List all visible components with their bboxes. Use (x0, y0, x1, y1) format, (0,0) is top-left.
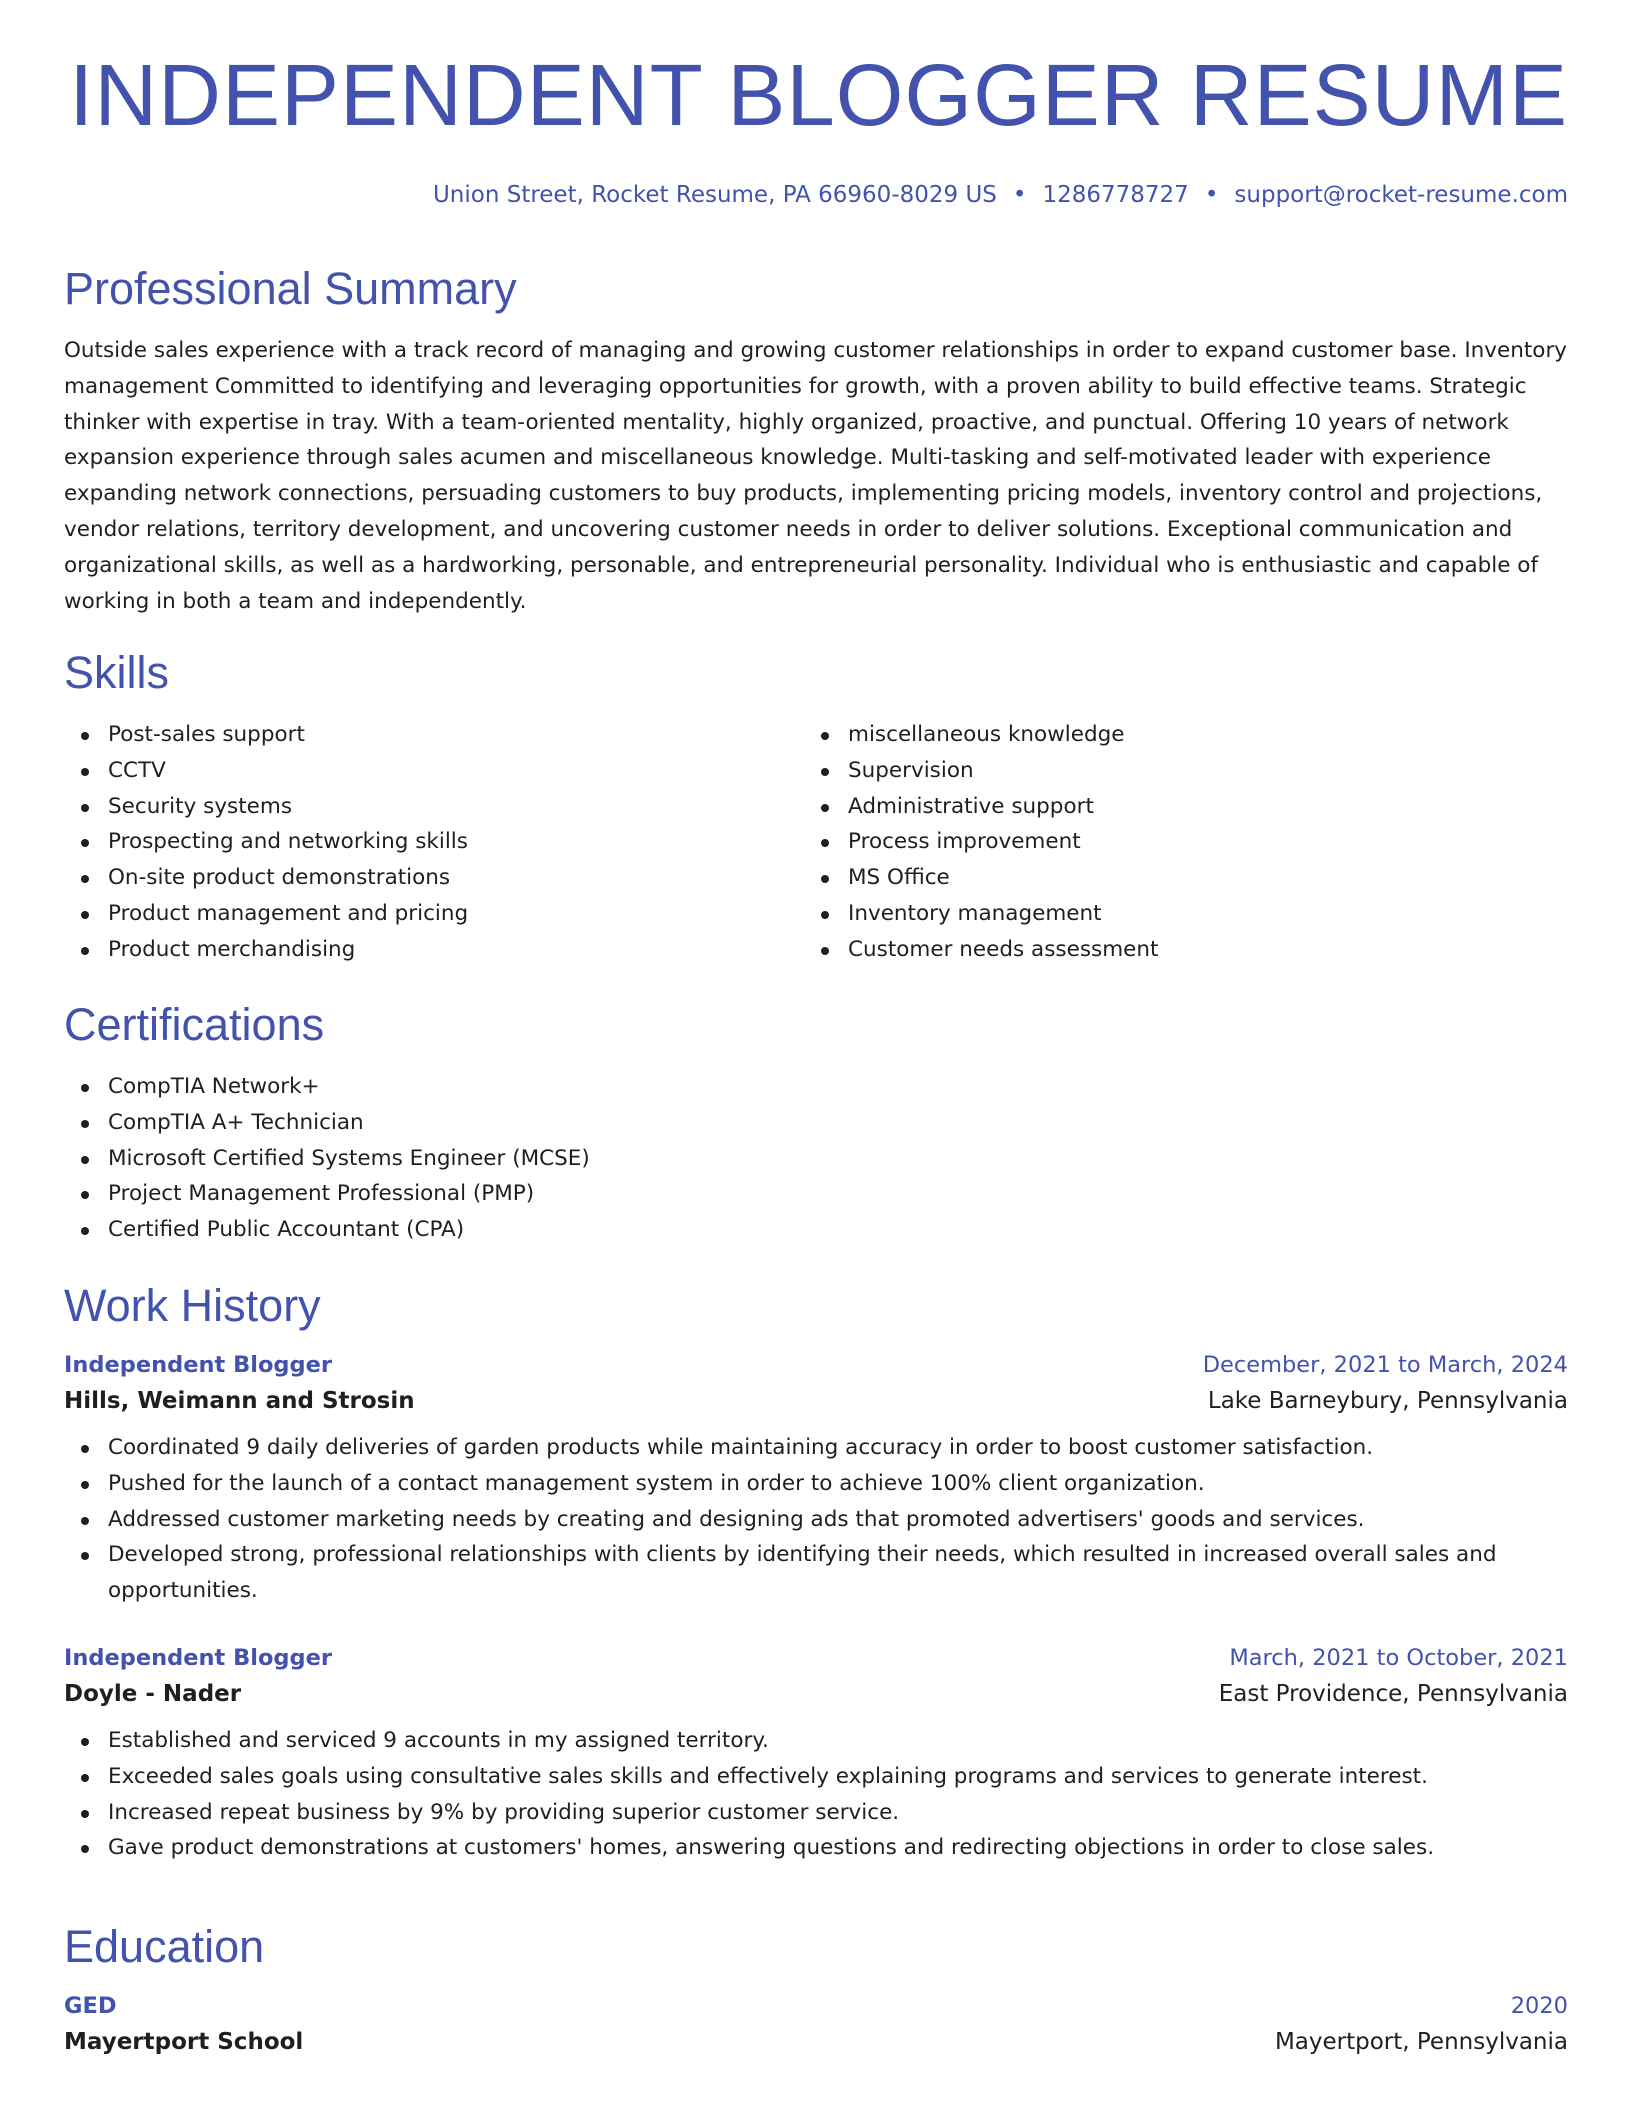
job-bullet: Addressed customer marketing needs by creating and designing ads that promoted advertisers' goods and services. (64, 1502, 1568, 1538)
job-bullet: Exceeded sales goals using consultative sales skills and effectively explaining programs and services to generate interest. (64, 1759, 1568, 1795)
work-history-section (64, 1280, 1568, 1866)
education-year: 2020 (1510, 1993, 1568, 2019)
job-bullet: Pushed for the launch of a contact management system in order to achieve 100% client organization. (64, 1466, 1568, 1502)
education-section (64, 1921, 1568, 2055)
skill-item: miscellaneous knowledge (804, 717, 1544, 753)
skill-item: Product merchandising (64, 932, 804, 968)
job-subheader (64, 1681, 1568, 1707)
job-bullet: Gave product demonstrations at customers' homes, answering questions and redirecting objections in order to close sales. (64, 1830, 1568, 1866)
education-location: Mayertport, Pennsylvania (1274, 2029, 1568, 2055)
summary-text: Outside sales experience with a track record of managing and growing customer relationships in order to expand customer base. Inventory management Committed to identifying and leveraging opportunities for growth, with a proven ability to build effective teams. Strategic thinker with expertise in tray. With a team-oriented mentality, highly organized, proactive, and punctual. Offering 10 years of network expansion experience through sales acumen and miscellaneous knowledge. Multi-tasking and self-motivated leader with experience expanding network connections, persuading customers to buy products, implementing pricing models, inventory control and projections, vendor relations, territory development, and uncovering customer needs in order to deliver solutions. Exceptional communication and organizational skills, as well as a hardworking, personable, and entrepreneurial personality. Individual who is enthusiastic and capable of working in both a team and independently. (64, 338, 1568, 614)
certification-item: CompTIA A+ Technician (64, 1105, 1568, 1141)
skill-item: Prospecting and networking skills (64, 824, 804, 860)
skills-list-left (64, 717, 804, 968)
skills-columns (64, 717, 1568, 968)
skills-section (64, 647, 1568, 968)
job-dates: March, 2021 to October, 2021 (1229, 1644, 1568, 1671)
skill-item: MS Office (804, 860, 1544, 896)
skill-item: Security systems (64, 789, 804, 825)
contact-address: Union Street, Rocket Resume, PA 66960-8029 US (432, 182, 997, 208)
job-bullet: Established and serviced 9 accounts in my assigned territory. (64, 1723, 1568, 1759)
section-title-summary: Professional Summary (64, 263, 517, 314)
skill-item: Post-sales support (64, 717, 804, 753)
job-subheader (64, 1388, 1568, 1414)
job-header (64, 1645, 1568, 1671)
certifications-list (64, 1069, 1568, 1248)
certifications-section (64, 999, 1568, 1248)
skill-item: Inventory management (804, 896, 1544, 932)
job-title: Independent Blogger (64, 1352, 333, 1378)
skill-item: Customer needs assessment (804, 932, 1544, 968)
education-subheader (64, 2029, 1568, 2055)
contact-line (433, 182, 1568, 208)
skills-list-right (804, 717, 1544, 968)
skill-item: Administrative support (804, 789, 1544, 825)
skill-item: Product management and pricing (64, 896, 804, 932)
job-entry (64, 1645, 1568, 1866)
contact-email: support@rocket-resume.com (1234, 182, 1568, 208)
certification-item: Microsoft Certified Systems Engineer (MCSE) (64, 1141, 1568, 1177)
education-degree: GED (64, 1993, 117, 2019)
skill-item: On-site product demonstrations (64, 860, 804, 896)
section-title-education: Education (64, 1921, 265, 1972)
section-title-work-history: Work History (64, 1280, 321, 1331)
job-dates: December, 2021 to March, 2024 (1202, 1352, 1568, 1378)
contact-phone: 1286778727 (1042, 182, 1189, 208)
education-header (64, 1993, 1568, 2019)
certification-item: Certified Public Accountant (CPA) (64, 1212, 1568, 1248)
job-header (64, 1352, 1568, 1378)
contact-separator: • (1204, 182, 1219, 208)
job-bullet: Developed strong, professional relationships with clients by identifying their needs, which resulted in increased overall sales and opportunities. (64, 1537, 1568, 1609)
skill-item: CCTV (64, 753, 804, 789)
certification-item: CompTIA Network+ (64, 1069, 1568, 1105)
job-bullets (64, 1430, 1568, 1609)
job-location: Lake Barneybury, Pennsylvania (1207, 1388, 1568, 1414)
job-company: Doyle - Nader (64, 1680, 242, 1707)
job-location: East Providence, Pennsylvania (1218, 1680, 1568, 1707)
job-entry (64, 1352, 1568, 1609)
job-title: Independent Blogger (64, 1644, 333, 1671)
job-bullet: Coordinated 9 daily deliveries of garden products while maintaining accuracy in order to boost customer satisfaction. (64, 1430, 1568, 1466)
job-bullets (64, 1723, 1568, 1866)
resume-name: INDEPENDENT BLOGGER RESUME (69, 47, 1568, 144)
section-title-certifications: Certifications (64, 999, 325, 1050)
skill-item: Process improvement (804, 824, 1544, 860)
job-company: Hills, Weimann and Strosin (64, 1388, 415, 1414)
section-title-skills: Skills (64, 647, 170, 698)
education-school: Mayertport School (64, 2029, 304, 2055)
education-entry (64, 1993, 1568, 2055)
professional-summary-section (64, 263, 1568, 619)
skill-item: Supervision (804, 753, 1544, 789)
certification-item: Project Management Professional (PMP) (64, 1176, 1568, 1212)
job-bullet: Increased repeat business by 9% by providing superior customer service. (64, 1795, 1568, 1831)
contact-separator: • (1012, 182, 1027, 208)
